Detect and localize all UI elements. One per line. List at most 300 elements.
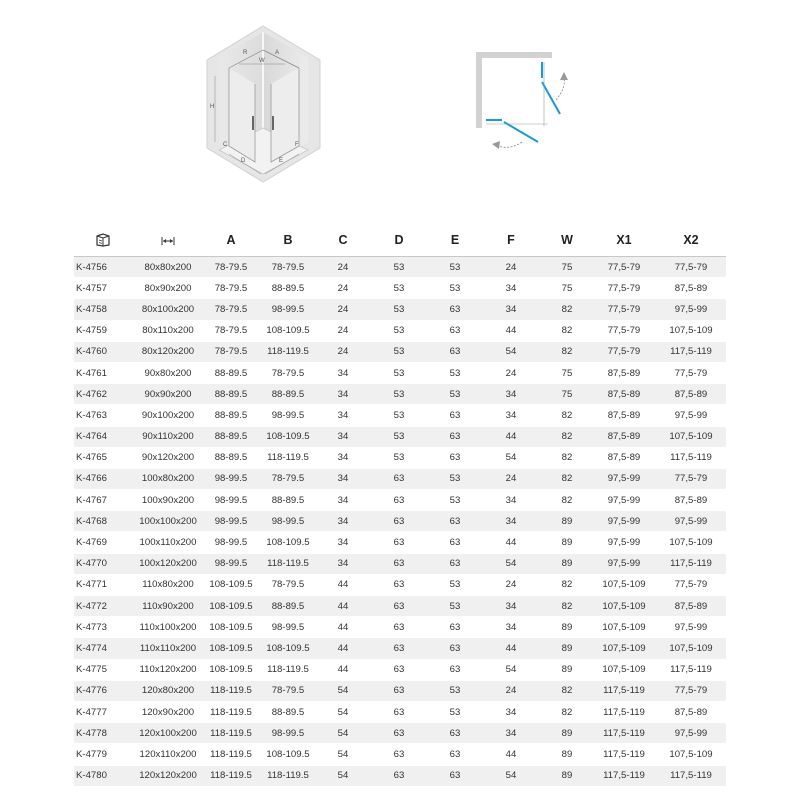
cell-e: 63 xyxy=(430,320,480,341)
cell-d: 53 xyxy=(368,405,430,426)
cell-w: 89 xyxy=(542,744,592,765)
cell-product-code: K-4779 xyxy=(74,744,132,765)
cell-c: 34 xyxy=(318,553,368,574)
cell-a: 88-89.5 xyxy=(204,426,258,447)
cell-e: 63 xyxy=(430,638,480,659)
cell-size: 80x90x200 xyxy=(132,278,204,299)
cell-w: 89 xyxy=(542,765,592,786)
cell-size: 100x110x200 xyxy=(132,532,204,553)
cell-x2: 77,5-79 xyxy=(656,362,726,383)
label-c: C xyxy=(223,142,228,148)
cell-d: 53 xyxy=(368,320,430,341)
header-d: D xyxy=(368,224,430,257)
cell-f: 34 xyxy=(480,511,542,532)
table-row xyxy=(74,341,726,362)
cell-b: 118-119.5 xyxy=(258,765,318,786)
cell-x2: 87,5-89 xyxy=(656,701,726,722)
table-row xyxy=(74,532,726,553)
cell-x1: 77,5-79 xyxy=(592,299,656,320)
cell-f: 54 xyxy=(480,447,542,468)
cell-c: 34 xyxy=(318,490,368,511)
cell-c: 34 xyxy=(318,468,368,489)
cell-x2: 87,5-89 xyxy=(656,384,726,405)
header-x1: X1 xyxy=(592,224,656,257)
cell-e: 63 xyxy=(430,405,480,426)
cell-d: 63 xyxy=(368,723,430,744)
table-row xyxy=(74,744,726,765)
cell-w: 82 xyxy=(542,341,592,362)
header-x2: X2 xyxy=(656,224,726,257)
cell-b: 108-109.5 xyxy=(258,638,318,659)
cell-size: 90x120x200 xyxy=(132,447,204,468)
cell-d: 63 xyxy=(368,617,430,638)
cell-f: 44 xyxy=(480,426,542,447)
label-f: F xyxy=(295,142,299,148)
cell-d: 63 xyxy=(368,553,430,574)
cell-f: 24 xyxy=(480,468,542,489)
cell-d: 53 xyxy=(368,299,430,320)
table-row xyxy=(74,490,726,511)
table-row xyxy=(74,680,726,701)
cell-b: 118-119.5 xyxy=(258,553,318,574)
cell-a: 78-79.5 xyxy=(204,257,258,278)
cell-size: 120x80x200 xyxy=(132,680,204,701)
cell-product-code: K-4771 xyxy=(74,574,132,595)
cell-f: 34 xyxy=(480,384,542,405)
cell-c: 44 xyxy=(318,638,368,659)
cell-f: 34 xyxy=(480,617,542,638)
cell-w: 82 xyxy=(542,468,592,489)
cell-d: 53 xyxy=(368,362,430,383)
wall-corner-top xyxy=(476,52,552,58)
cell-x1: 107,5-109 xyxy=(592,659,656,680)
glass-door-left xyxy=(229,68,255,162)
cell-x2: 87,5-89 xyxy=(656,596,726,617)
cell-size: 90x110x200 xyxy=(132,426,204,447)
cell-a: 88-89.5 xyxy=(204,384,258,405)
cell-x1: 97,5-99 xyxy=(592,468,656,489)
cell-x2: 97,5-99 xyxy=(656,617,726,638)
cell-a: 98-99.5 xyxy=(204,511,258,532)
cell-b: 98-99.5 xyxy=(258,511,318,532)
cell-size: 120x90x200 xyxy=(132,701,204,722)
cell-a: 88-89.5 xyxy=(204,362,258,383)
cell-product-code: K-4764 xyxy=(74,426,132,447)
cell-x1: 97,5-99 xyxy=(592,511,656,532)
cell-f: 24 xyxy=(480,257,542,278)
cell-x2: 117,5-119 xyxy=(656,341,726,362)
cell-b: 118-119.5 xyxy=(258,447,318,468)
cell-size: 100x120x200 xyxy=(132,553,204,574)
cell-a: 88-89.5 xyxy=(204,447,258,468)
cell-d: 53 xyxy=(368,447,430,468)
cell-a: 118-119.5 xyxy=(204,723,258,744)
cell-a: 108-109.5 xyxy=(204,659,258,680)
cell-w: 82 xyxy=(542,701,592,722)
cell-d: 63 xyxy=(368,532,430,553)
cell-product-code: K-4756 xyxy=(74,257,132,278)
width-arrows-icon xyxy=(161,236,175,246)
cell-f: 24 xyxy=(480,362,542,383)
cell-d: 63 xyxy=(368,511,430,532)
cell-w: 82 xyxy=(542,490,592,511)
table-row xyxy=(74,405,726,426)
table-body xyxy=(74,257,726,786)
cell-e: 63 xyxy=(430,617,480,638)
header-b: B xyxy=(258,224,318,257)
cell-d: 63 xyxy=(368,659,430,680)
cell-product-code: K-4780 xyxy=(74,765,132,786)
cell-a: 118-119.5 xyxy=(204,744,258,765)
cell-x1: 77,5-79 xyxy=(592,257,656,278)
cell-b: 78-79.5 xyxy=(258,574,318,595)
cell-a: 108-109.5 xyxy=(204,638,258,659)
cell-e: 53 xyxy=(430,701,480,722)
cell-e: 63 xyxy=(430,447,480,468)
cell-e: 53 xyxy=(430,468,480,489)
cell-d: 63 xyxy=(368,596,430,617)
cell-b: 118-119.5 xyxy=(258,659,318,680)
cell-c: 34 xyxy=(318,426,368,447)
cell-e: 63 xyxy=(430,426,480,447)
cell-x2: 107,5-109 xyxy=(656,320,726,341)
cell-d: 63 xyxy=(368,490,430,511)
cell-size: 110x80x200 xyxy=(132,574,204,595)
cell-x2: 77,5-79 xyxy=(656,468,726,489)
door-opening-plan xyxy=(472,48,582,158)
label-h: H xyxy=(210,104,215,110)
cell-x1: 107,5-109 xyxy=(592,574,656,595)
cell-e: 63 xyxy=(430,511,480,532)
cell-e: 53 xyxy=(430,278,480,299)
cell-f: 34 xyxy=(480,278,542,299)
cell-c: 54 xyxy=(318,744,368,765)
cell-a: 118-119.5 xyxy=(204,680,258,701)
cell-x2: 107,5-109 xyxy=(656,532,726,553)
cell-x2: 117,5-119 xyxy=(656,447,726,468)
cell-size: 90x100x200 xyxy=(132,405,204,426)
cell-b: 88-89.5 xyxy=(258,701,318,722)
cell-x1: 107,5-109 xyxy=(592,596,656,617)
header-w: W xyxy=(542,224,592,257)
table-row xyxy=(74,257,726,278)
cell-d: 53 xyxy=(368,341,430,362)
cell-c: 24 xyxy=(318,320,368,341)
cell-x1: 87,5-89 xyxy=(592,447,656,468)
cell-size: 120x110x200 xyxy=(132,744,204,765)
cell-size: 110x110x200 xyxy=(132,638,204,659)
cell-b: 78-79.5 xyxy=(258,362,318,383)
cell-x1: 107,5-109 xyxy=(592,617,656,638)
cell-product-code: K-4778 xyxy=(74,723,132,744)
cell-d: 63 xyxy=(368,574,430,595)
cell-f: 54 xyxy=(480,659,542,680)
cell-e: 63 xyxy=(430,744,480,765)
cell-w: 89 xyxy=(542,659,592,680)
table-row xyxy=(74,553,726,574)
product-code-icon xyxy=(95,233,111,247)
cell-size: 100x90x200 xyxy=(132,490,204,511)
cell-x1: 117,5-119 xyxy=(592,723,656,744)
label-d: D xyxy=(241,158,246,164)
cell-product-code: K-4765 xyxy=(74,447,132,468)
cell-x2: 97,5-99 xyxy=(656,299,726,320)
table-row xyxy=(74,299,726,320)
cell-w: 89 xyxy=(542,511,592,532)
cell-b: 108-109.5 xyxy=(258,532,318,553)
table-row xyxy=(74,701,726,722)
cell-a: 108-109.5 xyxy=(204,596,258,617)
cell-size: 100x80x200 xyxy=(132,468,204,489)
table-row xyxy=(74,596,726,617)
cell-d: 63 xyxy=(368,744,430,765)
cell-c: 44 xyxy=(318,596,368,617)
cell-c: 44 xyxy=(318,574,368,595)
cell-e: 63 xyxy=(430,553,480,574)
cell-f: 34 xyxy=(480,299,542,320)
cell-w: 82 xyxy=(542,596,592,617)
cell-a: 98-99.5 xyxy=(204,553,258,574)
table-row xyxy=(74,617,726,638)
cell-size: 110x120x200 xyxy=(132,659,204,680)
cell-size: 100x100x200 xyxy=(132,511,204,532)
cell-x2: 87,5-89 xyxy=(656,490,726,511)
cell-size: 80x100x200 xyxy=(132,299,204,320)
cell-d: 63 xyxy=(368,680,430,701)
cell-c: 24 xyxy=(318,278,368,299)
wall-corner-left xyxy=(476,52,482,128)
cell-c: 24 xyxy=(318,299,368,320)
cell-c: 44 xyxy=(318,659,368,680)
table-row xyxy=(74,723,726,744)
cell-w: 75 xyxy=(542,278,592,299)
cell-product-code: K-4761 xyxy=(74,362,132,383)
cell-size: 80x110x200 xyxy=(132,320,204,341)
cell-a: 98-99.5 xyxy=(204,532,258,553)
cell-product-code: K-4774 xyxy=(74,638,132,659)
table-row xyxy=(74,511,726,532)
cell-size: 110x90x200 xyxy=(132,596,204,617)
cell-x2: 117,5-119 xyxy=(656,659,726,680)
cell-a: 118-119.5 xyxy=(204,765,258,786)
cell-x2: 97,5-99 xyxy=(656,511,726,532)
cell-c: 34 xyxy=(318,447,368,468)
cell-w: 89 xyxy=(542,532,592,553)
cell-b: 98-99.5 xyxy=(258,617,318,638)
cell-x1: 117,5-119 xyxy=(592,701,656,722)
cell-e: 53 xyxy=(430,596,480,617)
table-row xyxy=(74,426,726,447)
cell-product-code: K-4777 xyxy=(74,701,132,722)
cell-product-code: K-4758 xyxy=(74,299,132,320)
cell-e: 53 xyxy=(430,257,480,278)
cell-e: 53 xyxy=(430,362,480,383)
cell-e: 63 xyxy=(430,765,480,786)
table-header-row xyxy=(74,224,726,257)
cell-b: 108-109.5 xyxy=(258,426,318,447)
cell-e: 53 xyxy=(430,574,480,595)
cell-e: 63 xyxy=(430,659,480,680)
cell-w: 82 xyxy=(542,405,592,426)
cell-product-code: K-4760 xyxy=(74,341,132,362)
cell-e: 53 xyxy=(430,490,480,511)
cell-x1: 77,5-79 xyxy=(592,320,656,341)
header-f: F xyxy=(480,224,542,257)
cell-w: 82 xyxy=(542,299,592,320)
cell-product-code: K-4763 xyxy=(74,405,132,426)
swing-door-bottom xyxy=(504,122,538,142)
cell-c: 34 xyxy=(318,405,368,426)
cell-f: 34 xyxy=(480,490,542,511)
table-row xyxy=(74,278,726,299)
cell-w: 82 xyxy=(542,447,592,468)
cell-f: 24 xyxy=(480,680,542,701)
cell-c: 34 xyxy=(318,532,368,553)
cell-product-code: K-4757 xyxy=(74,278,132,299)
cell-b: 78-79.5 xyxy=(258,468,318,489)
cell-x2: 117,5-119 xyxy=(656,765,726,786)
cell-product-code: K-4772 xyxy=(74,596,132,617)
cell-c: 34 xyxy=(318,384,368,405)
cell-w: 75 xyxy=(542,362,592,383)
enclosure-isometric-diagram xyxy=(205,24,325,184)
cell-d: 53 xyxy=(368,257,430,278)
cell-e: 63 xyxy=(430,723,480,744)
cell-size: 120x120x200 xyxy=(132,765,204,786)
cell-size: 90x80x200 xyxy=(132,362,204,383)
header-e: E xyxy=(430,224,480,257)
cell-x1: 87,5-89 xyxy=(592,405,656,426)
cell-x2: 77,5-79 xyxy=(656,680,726,701)
cell-x1: 97,5-99 xyxy=(592,553,656,574)
cell-product-code: K-4776 xyxy=(74,680,132,701)
header-size xyxy=(132,224,204,257)
cell-d: 53 xyxy=(368,426,430,447)
cell-c: 24 xyxy=(318,257,368,278)
cell-product-code: K-4775 xyxy=(74,659,132,680)
cell-d: 63 xyxy=(368,638,430,659)
table-row xyxy=(74,384,726,405)
cell-w: 89 xyxy=(542,723,592,744)
cell-size: 80x120x200 xyxy=(132,341,204,362)
cell-b: 88-89.5 xyxy=(258,596,318,617)
cell-c: 34 xyxy=(318,511,368,532)
cell-x1: 97,5-99 xyxy=(592,532,656,553)
cell-x1: 117,5-119 xyxy=(592,765,656,786)
cell-c: 54 xyxy=(318,701,368,722)
cell-b: 98-99.5 xyxy=(258,723,318,744)
cell-x1: 87,5-89 xyxy=(592,384,656,405)
cell-size: 90x90x200 xyxy=(132,384,204,405)
dimensions-table xyxy=(74,224,726,786)
cell-w: 89 xyxy=(542,553,592,574)
cell-b: 98-99.5 xyxy=(258,405,318,426)
cell-size: 80x80x200 xyxy=(132,257,204,278)
cell-x2: 77,5-79 xyxy=(656,574,726,595)
cell-w: 89 xyxy=(542,617,592,638)
cell-a: 118-119.5 xyxy=(204,701,258,722)
cell-a: 78-79.5 xyxy=(204,320,258,341)
cell-product-code: K-4769 xyxy=(74,532,132,553)
cell-b: 88-89.5 xyxy=(258,384,318,405)
open-arrow-bottom-icon xyxy=(498,142,522,147)
cell-product-code: K-4762 xyxy=(74,384,132,405)
cell-w: 82 xyxy=(542,574,592,595)
cell-c: 54 xyxy=(318,723,368,744)
table-row xyxy=(74,468,726,489)
cell-c: 34 xyxy=(318,362,368,383)
header-a: A xyxy=(204,224,258,257)
cell-b: 108-109.5 xyxy=(258,320,318,341)
cell-e: 63 xyxy=(430,532,480,553)
cell-b: 98-99.5 xyxy=(258,299,318,320)
cell-f: 34 xyxy=(480,723,542,744)
cell-product-code: K-4759 xyxy=(74,320,132,341)
cell-w: 82 xyxy=(542,426,592,447)
cell-w: 89 xyxy=(542,638,592,659)
cell-b: 78-79.5 xyxy=(258,680,318,701)
cell-f: 54 xyxy=(480,341,542,362)
cell-a: 108-109.5 xyxy=(204,574,258,595)
cell-product-code: K-4768 xyxy=(74,511,132,532)
cell-product-code: K-4766 xyxy=(74,468,132,489)
label-r: R xyxy=(243,50,248,56)
cell-f: 44 xyxy=(480,744,542,765)
header-product-code xyxy=(74,224,132,257)
cell-a: 108-109.5 xyxy=(204,617,258,638)
cell-c: 54 xyxy=(318,765,368,786)
cell-size: 120x100x200 xyxy=(132,723,204,744)
open-arrow-right-icon xyxy=(556,78,564,100)
cell-product-code: K-4773 xyxy=(74,617,132,638)
cell-x1: 107,5-109 xyxy=(592,638,656,659)
cell-d: 53 xyxy=(368,384,430,405)
header-c: C xyxy=(318,224,368,257)
cell-b: 88-89.5 xyxy=(258,490,318,511)
cell-d: 53 xyxy=(368,278,430,299)
cell-x1: 97,5-99 xyxy=(592,490,656,511)
cell-x1: 77,5-79 xyxy=(592,341,656,362)
cell-x2: 107,5-109 xyxy=(656,744,726,765)
cell-d: 63 xyxy=(368,765,430,786)
cell-a: 98-99.5 xyxy=(204,490,258,511)
cell-x1: 117,5-119 xyxy=(592,744,656,765)
cell-a: 88-89.5 xyxy=(204,405,258,426)
cell-x1: 87,5-89 xyxy=(592,426,656,447)
table-row xyxy=(74,447,726,468)
cell-product-code: K-4767 xyxy=(74,490,132,511)
cell-f: 44 xyxy=(480,532,542,553)
label-a: A xyxy=(275,50,280,56)
cell-a: 78-79.5 xyxy=(204,341,258,362)
cell-e: 63 xyxy=(430,299,480,320)
cell-b: 88-89.5 xyxy=(258,278,318,299)
table-row xyxy=(74,765,726,786)
cell-a: 98-99.5 xyxy=(204,468,258,489)
cell-f: 34 xyxy=(480,405,542,426)
cell-c: 44 xyxy=(318,617,368,638)
cell-x2: 107,5-109 xyxy=(656,638,726,659)
cell-c: 54 xyxy=(318,680,368,701)
cell-b: 118-119.5 xyxy=(258,341,318,362)
cell-f: 44 xyxy=(480,320,542,341)
cell-e: 63 xyxy=(430,341,480,362)
cell-f: 44 xyxy=(480,638,542,659)
cell-x2: 97,5-99 xyxy=(656,405,726,426)
cell-x1: 117,5-119 xyxy=(592,680,656,701)
cell-f: 54 xyxy=(480,553,542,574)
cell-x2: 87,5-89 xyxy=(656,278,726,299)
